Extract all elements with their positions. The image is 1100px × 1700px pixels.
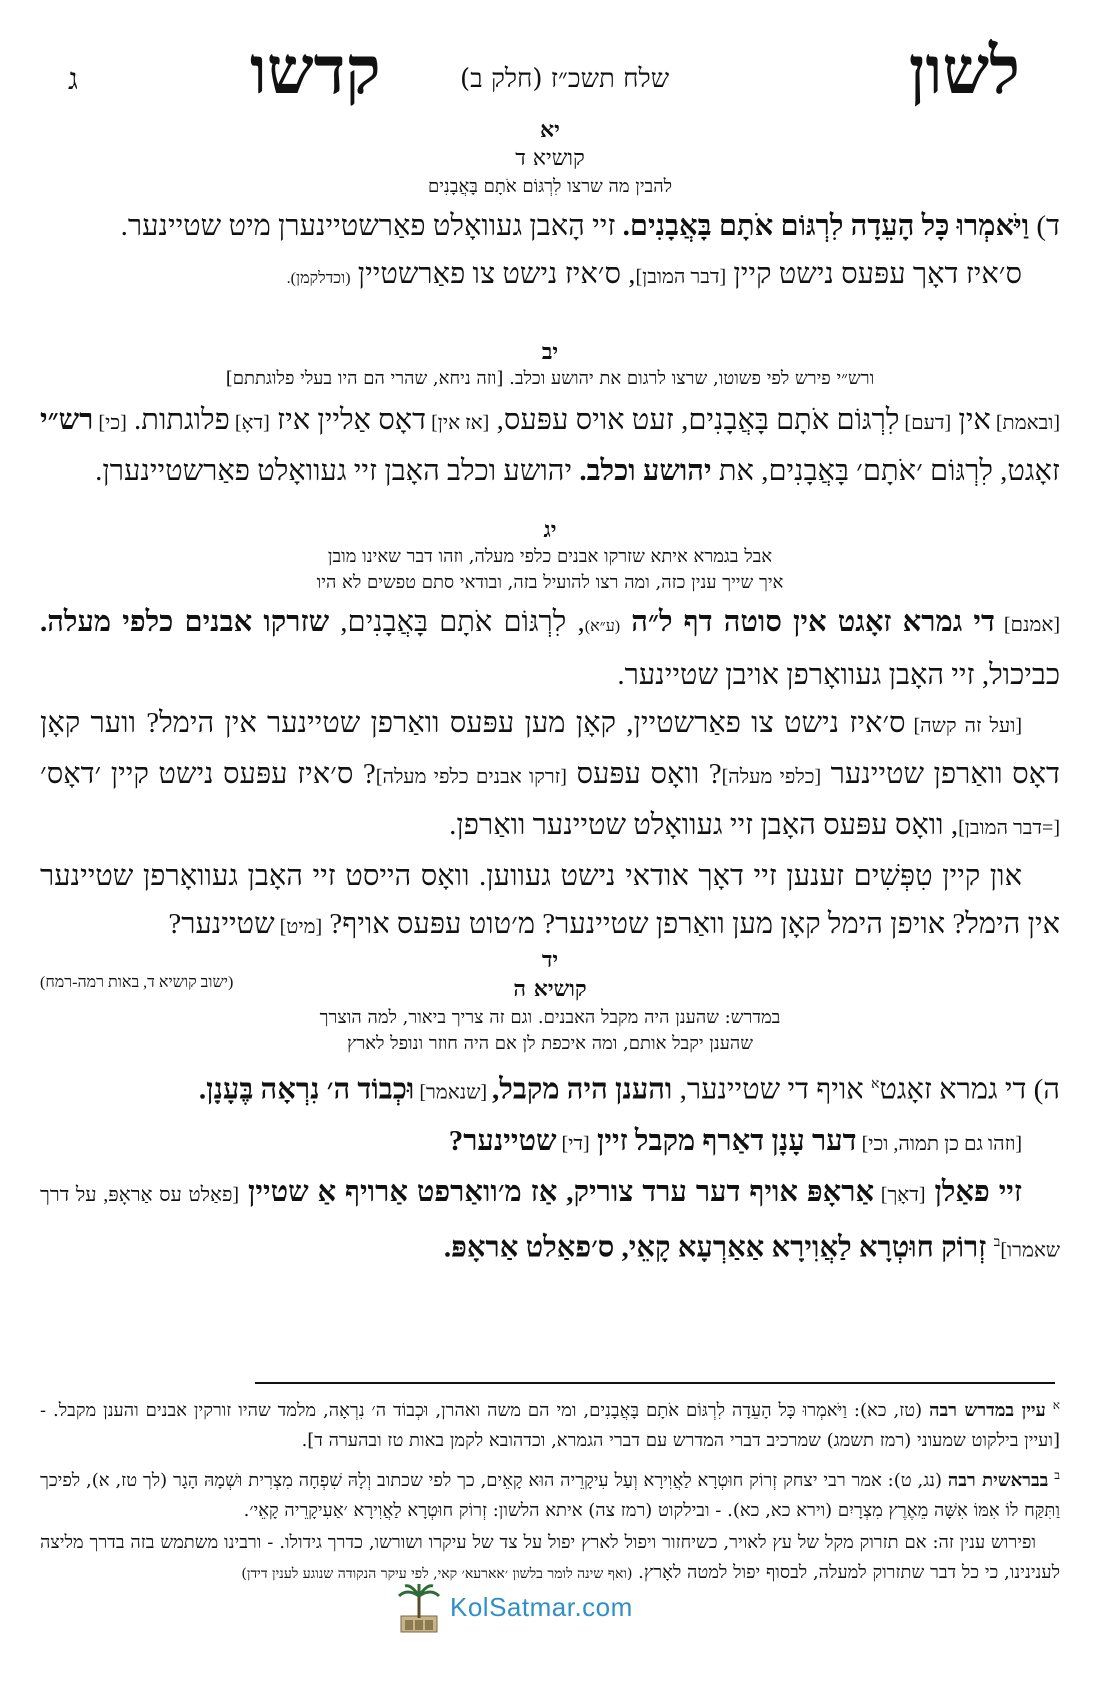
footnote-text: (נג, ט): אמר רבי יצחק זְרוֹק חוּטְרָא לַאֲוִירָא וְעַל עִיקָרֵיה הוּא קָאֵים, כך לפי שכתוב וְלָהּ שִׁפְחָה מִצְרִית וּשְׁמָהּ הָגָר (לך טז, א), לפיכך וַתִּקַּח לוֹ אִמּוֹ אִשָּׁה מֵאֶרֶץ מִצְרָיִם (וירא כא, כא). - ובילקוט (רמז צה) איתא הלשון: זְרוֹק חוּטְרָא לַאֲוִירָא ׳אַעִיקָרֵיה קָאֵי׳. bbox=[40, 1470, 1060, 1521]
footnote-b-continuation bbox=[40, 1528, 1060, 1589]
paragraph-text: לִרְגּוֹם אֹתָם בָּאֲבָנִים, זעט אויס עפּעס, bbox=[489, 404, 900, 436]
section-summary: להבין מה שרצו לִרְגּוֹם אֹתָם בָּאֲבָנִים bbox=[427, 176, 673, 197]
header-subtitle: שלח תשכ״ז (חלק ב) bbox=[460, 64, 670, 94]
paragraph-text: , לִרְגּוֹם אֹתָם בָּאֲבָנִים, bbox=[329, 606, 585, 638]
section-summary: ורש״י פירש לפי פשוטו, שרצו לרגום את יהושע וכלב. [וזה ניחא, שהרי הם היו בעלי פלוגתתם] bbox=[225, 368, 875, 389]
paragraph-text: אין bbox=[951, 404, 991, 436]
bracket-note: [אמנם] bbox=[994, 614, 1060, 636]
footnote-mark: ב bbox=[1054, 1468, 1060, 1482]
bracket-note: [=דבר המובן] bbox=[958, 817, 1060, 839]
footnote-source: בבראשית רבה bbox=[947, 1470, 1049, 1491]
paragraph-text: כביכול, זיי האָבן געוואָרפן אויבן שטיינער. bbox=[617, 659, 1060, 691]
bracket-note: [וזהו גם כן תמוה, וכי] bbox=[856, 1132, 1022, 1155]
paren-note: (וכדלקמן). bbox=[286, 270, 351, 287]
bracket-note: [כלפי מעלה] bbox=[721, 766, 822, 788]
footnote-divider bbox=[255, 1382, 1055, 1384]
bold-term: שזרקו אבנים כלפי מעלה. bbox=[40, 606, 330, 638]
bracket-note: [כי] bbox=[93, 412, 127, 434]
cross-reference-note: (ישוב קושיא ד, באות רמה-רמח) bbox=[40, 974, 234, 991]
section-11 bbox=[40, 116, 1060, 303]
section-summary-line-1: במדרש: שהענן היה מקבל האבנים. וגם זה צריך ביאור, למה הוצרך bbox=[319, 1007, 781, 1028]
page-header bbox=[40, 34, 1060, 124]
section-13 bbox=[40, 516, 1060, 1007]
bold-term: דער עָנָן דאַרף מקבל זיין bbox=[589, 1124, 857, 1157]
footnote-text: (טז, כא): וַיֹּאמְרוּ כָּל הָעֵדָה לִרְגּוֹם אֹתָם בָּאֲבָנִים, ומי הם משה ואהרן, וּכְבוֹד ה׳ נִרְאָה, מלמד שהיו זורקין אבנים והענן מקבל. - [ועיין בילקוט שמעוני (רמז תשמג) שמרכיב דברי המדרש עם דברי הגמרא, וכדהובא לקמן באות טז ובהערה ד]. bbox=[40, 1400, 1060, 1451]
paragraph bbox=[40, 699, 1060, 852]
paragraph bbox=[40, 202, 1060, 250]
verse-quote: וַיֹּאמְרוּ כָּל הָעֵדָה לִרְגּוֹם אֹתָם בָּאֲבָנִים. bbox=[622, 210, 1030, 242]
section-14 bbox=[40, 946, 1060, 1274]
footnote-mark: א bbox=[1052, 1398, 1060, 1412]
section-summary-line-1: אבל בגמרא איתא שזרקו אבנים כלפי מעלה, וזהו דבר שאינו מובן bbox=[327, 546, 773, 567]
bold-term: זיי פאַלן bbox=[925, 1175, 1022, 1208]
paragraph-text: ה) די גמרא זאָגט bbox=[879, 1073, 1060, 1106]
paren-note: (ע״א) bbox=[584, 618, 621, 635]
paragraph bbox=[40, 250, 1060, 303]
footnote-source: עיין במדרש רבה bbox=[929, 1400, 1046, 1421]
bracket-note: [שנאמר] bbox=[414, 1081, 493, 1104]
paragraph-text: זאָגט, לִרְגּוֹם ׳אֹתָם׳ בָּאֲבָנִים, את bbox=[711, 455, 1060, 487]
paragraph-text: ס׳איז נישט צו פאַרשטיין, קאָן מען עפּעס וואַרפן שטיינער אין הימל? ווער קאָן דאָס וואַרפן שטיינער bbox=[40, 707, 1060, 790]
section-summary-line-2: שהענן יקבל אותם, ומה איכפת לן אם היה חוזר ונופל לארץ bbox=[346, 1033, 754, 1054]
page-number: ג bbox=[68, 62, 78, 97]
paragraph-text: , וואָס עפּעס האָבן זיי געוואָלט שטיינער וואַרפן. bbox=[449, 809, 959, 841]
footnote-b bbox=[40, 1460, 1060, 1526]
section-number: יג bbox=[543, 517, 557, 543]
footnote-note: (ואף שינה לומר בלשון ׳אארעא׳ קאי, לפי עיקר הנקודה שנוגע לענין דידן) bbox=[241, 1566, 633, 1582]
bold-term: שטיינער? bbox=[448, 1124, 557, 1157]
section-summary-line-2: איך שייך ענין כזה, ומה רצו להועיל בזה, ובודאי סתם טפשים לא היו bbox=[316, 572, 784, 593]
bold-term: זְרוֹק חוּטְרָא לַאֲוִירָא אַאַרְעָא קָאֵי, ס׳פאַלט אַראָפּ. bbox=[443, 1231, 994, 1264]
bold-term: יהושע וכלב. bbox=[579, 455, 712, 487]
bracket-note: [פאַלט עס אַראָפּ, על דרך שאמרו] bbox=[40, 1183, 1060, 1262]
bold-term: והענן היה מקבל, bbox=[492, 1073, 673, 1106]
footnotes bbox=[40, 1390, 1060, 1589]
paragraph-label: ד) bbox=[1029, 210, 1060, 242]
bracket-note: [די] bbox=[556, 1132, 590, 1155]
verse-quote: וּכְבוֹד ה׳ נִרְאָה בֶּעָנָן. bbox=[198, 1073, 415, 1106]
kushya-label: קושיא ה bbox=[513, 976, 587, 1002]
bracket-note: [דבר המובן] bbox=[635, 266, 727, 288]
bracket-note: [דאָך] bbox=[874, 1183, 926, 1206]
section-number: יא bbox=[540, 117, 560, 143]
logo-text: KolSatmar.com bbox=[450, 1592, 633, 1622]
paragraph-text: פלוגתות. bbox=[126, 404, 230, 436]
section-number: יב bbox=[541, 339, 559, 365]
bracket-note: [אז אין] bbox=[426, 412, 490, 434]
paragraph-text: יהושע וכלב האָבן זיי געוואָלט פאַרשטיינערן. bbox=[95, 455, 580, 487]
paragraph-text: , ס׳איז נישט צו פאַרשטיין bbox=[350, 258, 636, 290]
bracket-note: [זרקו אבנים כלפי מעלה] bbox=[375, 766, 567, 788]
paragraph bbox=[40, 1117, 1060, 1168]
kushya-heading bbox=[40, 974, 1060, 1005]
paragraph bbox=[40, 1061, 1060, 1117]
section-number: יד bbox=[541, 947, 559, 973]
paragraph bbox=[40, 598, 1060, 699]
header-title-right: לשון bbox=[908, 35, 1020, 108]
header-title-left: קדשו bbox=[250, 35, 381, 108]
paragraph-text: דאָס אַליין איז bbox=[269, 404, 427, 436]
paragraph bbox=[40, 1168, 1060, 1275]
footnote-text: ופירוש ענין זה: אם תזרוק מקל של עץ לאויר, כשיחזור ויפול לארץ יפול על צד של עיקרו ושורשו, כדרך גידולו. - ורבינו משתמש בזה בדרך מליצה לענינינו, כי כל דבר שתזרוק למעלה, לבסוף יפול למטה לאָרץ. bbox=[40, 1532, 1060, 1583]
bracket-note: [דעם] bbox=[899, 412, 952, 434]
bracket-note: [דאָ] bbox=[229, 412, 270, 434]
paragraph-text: שטיינער? bbox=[168, 908, 275, 940]
kolsatmar-logo bbox=[395, 1582, 645, 1638]
paragraph-text: ? וואָס עפּעס bbox=[566, 758, 722, 790]
bold-term: די גמרא זאָגט אין סוטה דף ל״ה bbox=[620, 606, 995, 638]
footnote-ref: ב bbox=[993, 1234, 1001, 1250]
footnote-a bbox=[40, 1390, 1060, 1456]
bold-term: רש״י bbox=[40, 404, 94, 436]
bracket-note: [מיט] bbox=[274, 916, 323, 938]
paragraph-text: און קיין טִפְּשִׁים זענען זיי דאָך אודאי נישט געווען. וואָס הייסט זיי האָבן געוואָרפן שטיינער אין הימל? אויפן הימל קאָן מען וואַרפן שטיינער? מ׳טוט עפּעס אויף? bbox=[40, 860, 1060, 940]
paragraph-text: ? ס׳איז עפּעס נישט קיין ׳דאָס׳ bbox=[40, 758, 376, 790]
palm-tree-logo-icon bbox=[395, 1582, 443, 1634]
paragraph-text: אויף די שטיינער, bbox=[672, 1073, 871, 1106]
footnote-ref: א bbox=[870, 1077, 880, 1092]
paragraph-text: ס׳איז דאָך עפּעס נישט קיין bbox=[726, 258, 1022, 290]
paragraph bbox=[40, 396, 1060, 495]
bracket-note: [ועל זה קשה] bbox=[905, 715, 1022, 737]
kushya-heading: קושיא ד bbox=[515, 146, 585, 171]
paragraph-text: זיי הָאבן געוואָלט פאַרשטיינערן מיט שטיינער. bbox=[120, 210, 623, 242]
section-12 bbox=[40, 338, 1060, 495]
bold-term: אַראָפּ אויף דער ערד צוריק, אַז מ׳וואַרפט אַרויף אַ שטיין bbox=[239, 1175, 875, 1208]
bracket-note: [ובאמת] bbox=[990, 412, 1060, 434]
